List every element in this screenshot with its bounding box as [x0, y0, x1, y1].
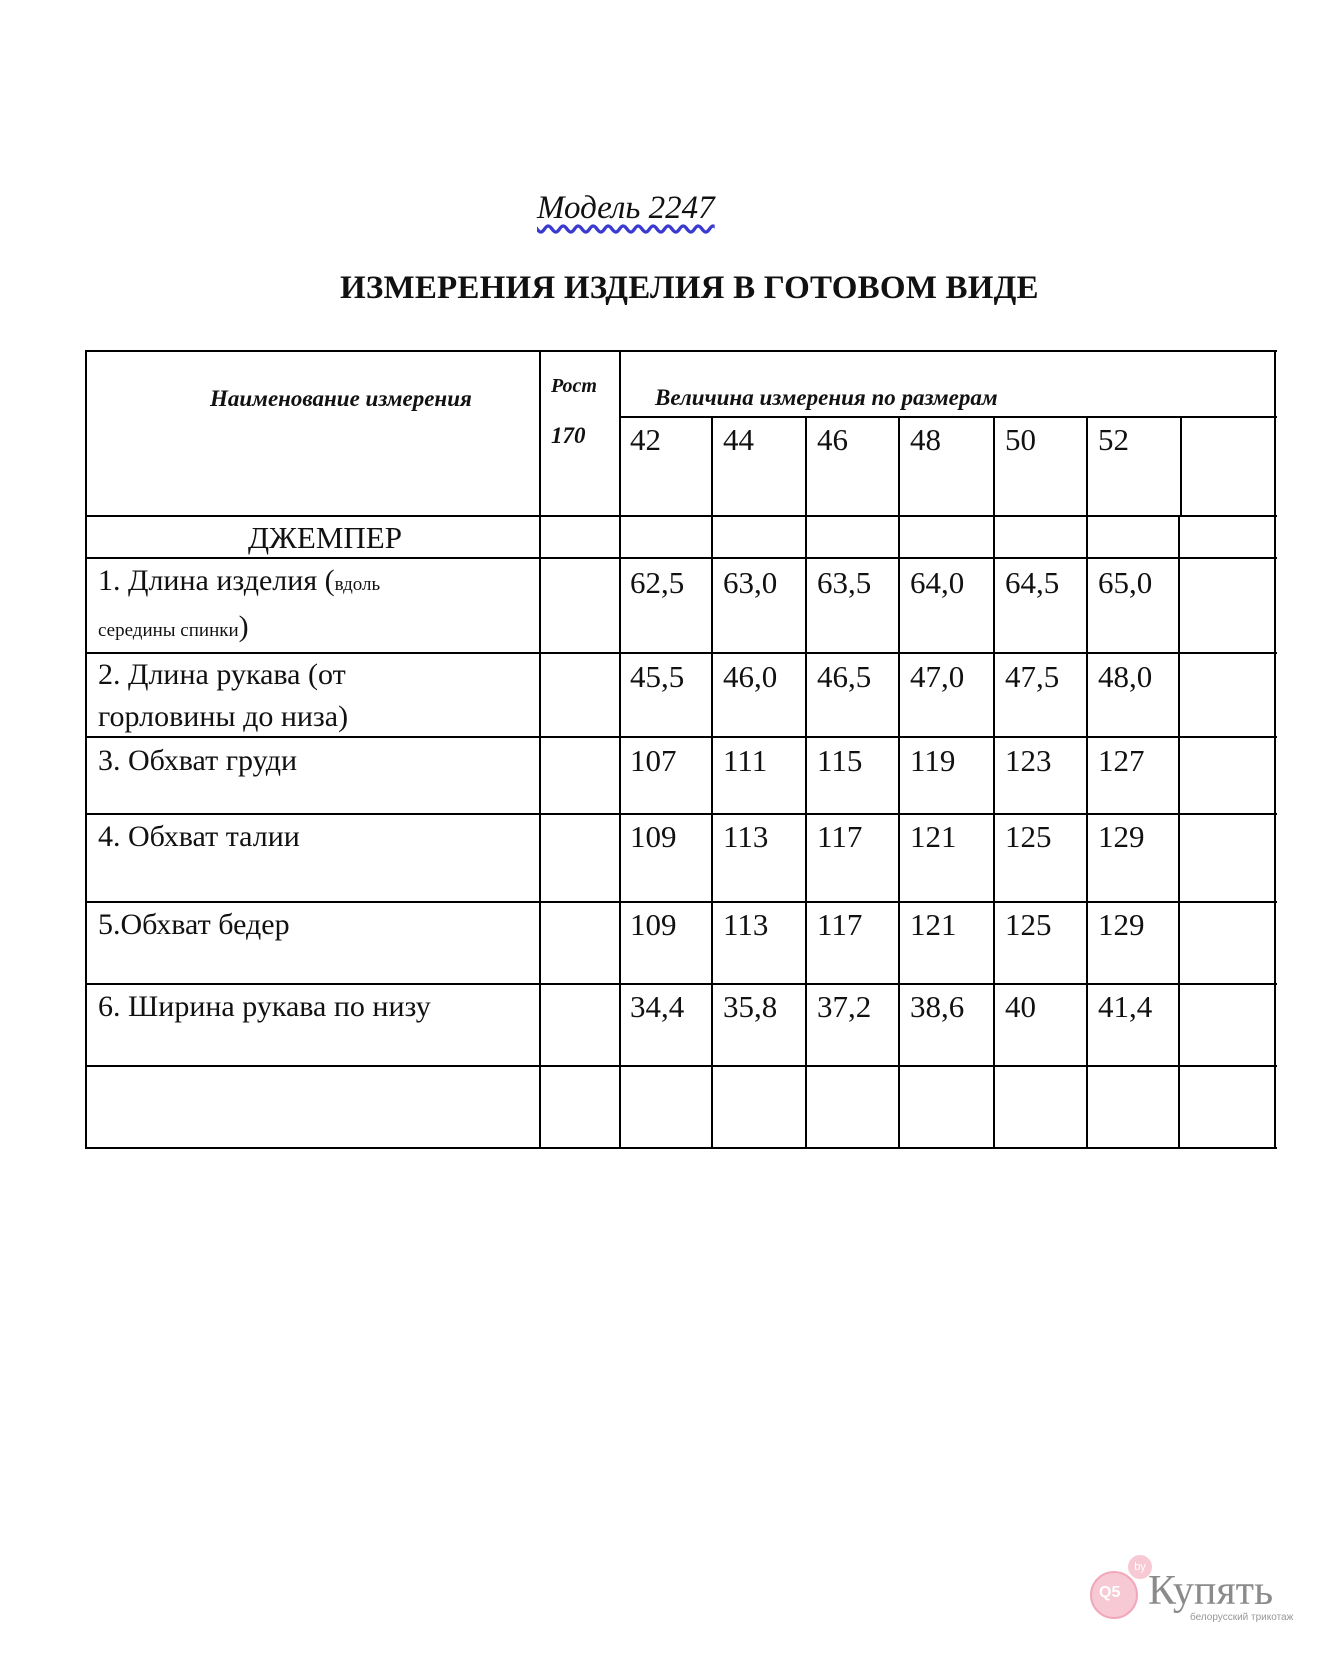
table-cell: 127 — [1098, 743, 1145, 778]
height-value: 170 — [551, 423, 586, 448]
table-cell: 129 — [1098, 907, 1145, 942]
size-header: 46 — [817, 422, 848, 457]
column-header-height: Рост — [551, 375, 597, 397]
table-cell: 64,0 — [910, 565, 965, 600]
section-title: ДЖЕМПЕР — [248, 520, 402, 555]
table-cell: 107 — [630, 743, 677, 778]
size-header: 44 — [723, 422, 754, 457]
table-cell: 46,5 — [817, 659, 872, 694]
row-label: 6. Ширина рукава по низу — [98, 990, 431, 1023]
row-label: 1. Длина изделия (вдоль середины спинки) — [98, 564, 381, 643]
row-label: 2. Длина рукава (от горловины до низа) — [98, 658, 349, 733]
table-cell: 121 — [910, 819, 957, 854]
table-cell: 121 — [910, 907, 957, 942]
column-header-sizes: Величина измерения по размерам — [655, 385, 998, 410]
table-cell: 63,5 — [817, 565, 872, 600]
table-cell: 40 — [1005, 989, 1036, 1024]
table-cell: 125 — [1005, 907, 1052, 942]
table-cell: 34,4 — [630, 989, 685, 1024]
table-cell: 125 — [1005, 819, 1052, 854]
logo-brand-name: Купять — [1148, 1568, 1274, 1614]
logo-tagline: белорусский трикотаж — [1190, 1612, 1294, 1623]
logo-domain-badge: by — [1128, 1555, 1152, 1579]
document-title: ИЗМЕРЕНИЯ ИЗДЕЛИЯ В ГОТОВОМ ВИДЕ — [340, 270, 1039, 306]
table-cell: 119 — [910, 743, 956, 778]
table-cell: 65,0 — [1098, 565, 1153, 600]
size-header: 42 — [630, 422, 661, 457]
table-cell: 129 — [1098, 819, 1145, 854]
row-label: 5.Обхват бедер — [98, 908, 290, 941]
column-header-measurement: Наименование измерения — [210, 386, 472, 411]
table-cell: 47,5 — [1005, 659, 1060, 694]
table-cell: 117 — [817, 907, 863, 942]
table-cell: 38,6 — [910, 989, 965, 1024]
size-header: 50 — [1005, 422, 1036, 457]
row-label: 4. Обхват талии — [98, 820, 300, 853]
size-header: 48 — [910, 422, 941, 457]
table-cell: 117 — [817, 819, 863, 854]
table-cell: 115 — [817, 743, 863, 778]
size-header: 52 — [1098, 422, 1129, 457]
table-cell: 111 — [723, 743, 768, 778]
table-cell: 62,5 — [630, 565, 685, 600]
table-cell: 48,0 — [1098, 659, 1153, 694]
table-cell: 109 — [630, 819, 677, 854]
table-cell: 41,4 — [1098, 989, 1153, 1024]
table-cell: 113 — [723, 819, 769, 854]
watermark-logo — [1090, 1555, 1310, 1625]
table-cell: 35,8 — [723, 989, 778, 1024]
table-cell: 46,0 — [723, 659, 778, 694]
table-cell: 64,5 — [1005, 565, 1060, 600]
model-label: Модель 2247 — [537, 190, 715, 226]
table-cell: 113 — [723, 907, 769, 942]
table-cell: 45,5 — [630, 659, 685, 694]
table-cell: 37,2 — [817, 989, 872, 1024]
row-label: 3. Обхват груди — [98, 744, 298, 777]
table-cell: 47,0 — [910, 659, 965, 694]
table-cell: 109 — [630, 907, 677, 942]
logo-badge-icon: Q5 — [1090, 1571, 1138, 1619]
table-cell: 123 — [1005, 743, 1052, 778]
table-cell: 63,0 — [723, 565, 778, 600]
